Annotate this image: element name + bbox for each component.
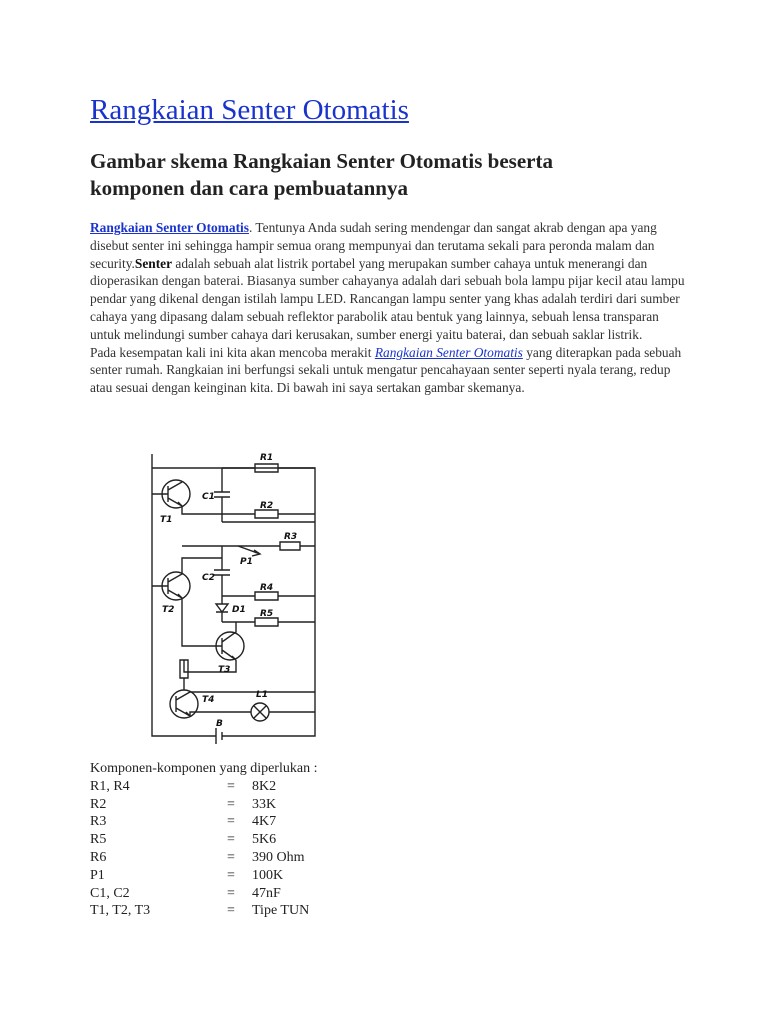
battery-label: B xyxy=(216,719,223,729)
intro-text-2: adalah sebuah alat listrik portabel yang merupakan sumber cahaya untuk menerangi dan dioperasikan dengan baterai. Biasanya sumber cahayanya adalah dari sebuah bola lampu pijar kecil atau lampu pendar yang dikenal dengan istilah lampu LED. Rancangan lampu senter yang khas adalah terdiri dari sumber cahaya yang dipasang dalam sebuah reflektor parabolik atau bentuk yang lainnya, sebuah lensa transparan untuk melindungi sumber cahaya dari kerusakan, sumber energi yaitu baterai, dan sebuah saklar listrik. xyxy=(90,255,685,342)
battery-symbol xyxy=(152,712,315,744)
t4-symbol xyxy=(170,690,198,718)
component-name: C1, C2 xyxy=(90,885,130,901)
intro-link[interactable]: Rangkaian Senter Otomatis xyxy=(90,220,249,235)
second-paragraph xyxy=(90,344,690,397)
component-row xyxy=(90,849,490,867)
c2-label: C2 xyxy=(202,573,215,583)
component-row xyxy=(90,885,490,903)
right-rail-wire xyxy=(152,468,315,712)
r2-symbol xyxy=(182,506,315,518)
component-equals: = xyxy=(227,849,235,865)
article-title-link[interactable]: Rangkaian Senter Otomatis xyxy=(90,94,409,126)
t3-label: T3 xyxy=(218,665,231,675)
p1-symbol xyxy=(238,546,260,556)
component-value: Tipe TUN xyxy=(252,903,310,919)
component-value: 47nF xyxy=(252,885,281,901)
component-value: 390 Ohm xyxy=(252,849,305,865)
component-name: R1, R4 xyxy=(90,778,130,794)
component-row xyxy=(90,867,490,885)
schematic-drawing xyxy=(90,446,350,750)
intro-bold-word: Senter xyxy=(134,255,173,271)
component-row xyxy=(90,796,490,814)
d1-symbol xyxy=(216,596,228,622)
t4-label: T4 xyxy=(202,695,215,705)
component-row xyxy=(90,813,490,831)
r4-label: R4 xyxy=(260,583,274,593)
component-value: 100K xyxy=(252,867,284,883)
para2-text-1: Pada kesempatan kali ini kita akan mencoba merakit xyxy=(90,344,375,360)
component-name: R6 xyxy=(90,849,107,865)
circuit-schematic xyxy=(90,446,350,750)
r3-symbol xyxy=(182,542,315,550)
intro-text-1: . Tentunya Anda sudah sering mendengar dan sangat akrab dengan apa yang disebut senter ini sehingga hampir semua orang mempunyai dan terutama sekali para peronda malam dan security. xyxy=(90,220,657,271)
r5-label: R5 xyxy=(260,609,274,619)
c1-label: C1 xyxy=(202,492,215,502)
component-value: 5K6 xyxy=(252,832,277,848)
l1-label: L1 xyxy=(256,690,268,700)
component-name: R2 xyxy=(90,796,107,812)
p1-label: P1 xyxy=(240,557,253,567)
components-list xyxy=(90,760,490,920)
component-value: 8K2 xyxy=(252,778,277,794)
component-equals: = xyxy=(227,814,235,830)
para2-link[interactable]: Rangkaian Senter Otomatis xyxy=(374,344,523,360)
component-row xyxy=(90,902,490,920)
component-equals: = xyxy=(227,778,235,794)
d1-label: D1 xyxy=(232,605,246,615)
t3-leads xyxy=(182,598,236,660)
component-value: 33K xyxy=(252,796,277,812)
r4-symbol xyxy=(222,592,315,600)
c2-symbol xyxy=(214,546,230,596)
component-row xyxy=(90,831,490,849)
t1-leads xyxy=(152,482,182,506)
component-name: R3 xyxy=(90,814,107,830)
component-name: T1, T2, T3 xyxy=(90,903,151,919)
component-name: P1 xyxy=(90,867,105,883)
r2-label: R2 xyxy=(260,501,274,511)
intro-paragraph xyxy=(90,219,690,344)
component-equals: = xyxy=(227,867,235,883)
component-equals: = xyxy=(227,903,235,919)
component-equals: = xyxy=(227,885,235,901)
article-body xyxy=(90,219,690,397)
lamp-wire xyxy=(190,712,315,716)
r1-label: R1 xyxy=(260,453,274,463)
component-equals: = xyxy=(227,796,235,812)
article-subtitle: Gambar skema Rangkaian Senter Otomatis beserta komponen dan cara pembuatannya xyxy=(90,149,553,200)
t2-label: T2 xyxy=(162,605,175,615)
component-row xyxy=(90,778,490,796)
para2-text-2: yang diterapkan pada sebuah senter rumah. Rangkaian ini berfungsi sekali untuk mengatur pencahayaan senter seperti nyala terang, redup atau sesuai dengan keinginan kita. Di bawah ini saya sertakan gambar skemanya. xyxy=(90,344,682,396)
component-value: 4K7 xyxy=(252,814,277,830)
r3-label: R3 xyxy=(284,532,298,542)
component-name: R5 xyxy=(90,832,107,848)
t1-label: T1 xyxy=(160,515,173,525)
components-heading: Komponen-komponen yang diperlukan : xyxy=(90,761,318,776)
l1-cross xyxy=(254,706,266,718)
component-equals: = xyxy=(227,832,235,848)
